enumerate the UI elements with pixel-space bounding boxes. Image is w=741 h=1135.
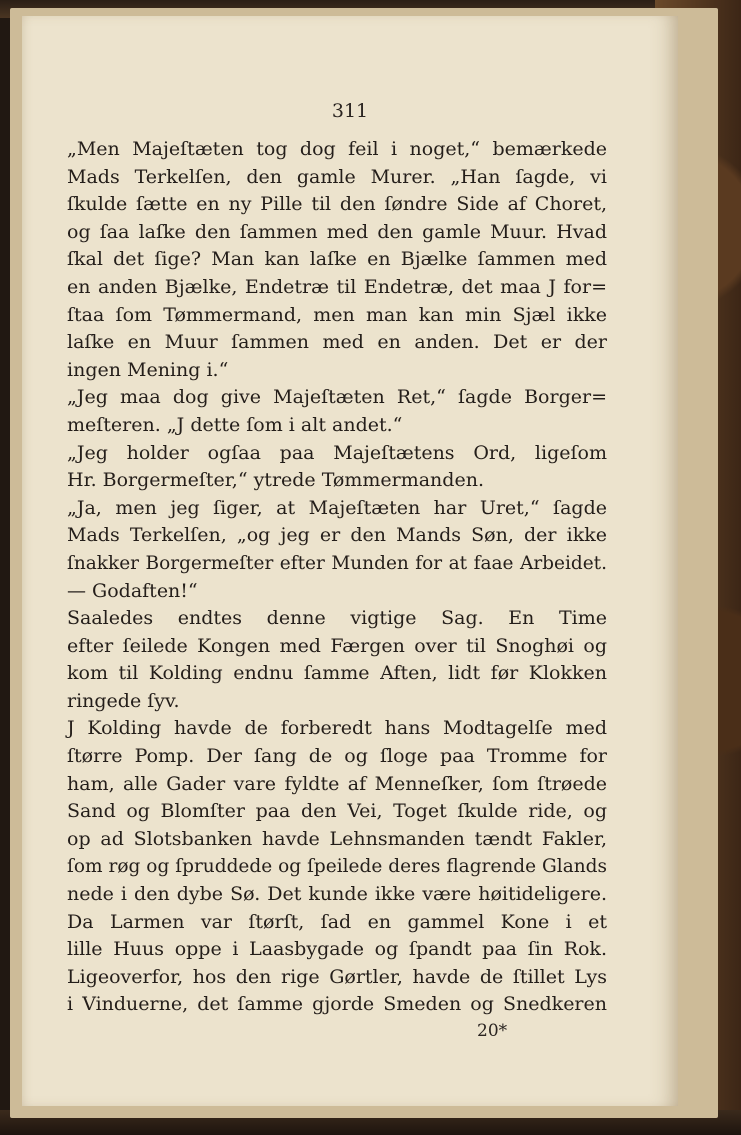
text-line: Sand og Blomſter paa den Vei, Toget ſkulde ride, og	[67, 800, 607, 823]
text-line: Ligeoverfor, hos den rige Gørtler, havde de ſtillet Lys	[67, 965, 607, 988]
book-page	[22, 16, 678, 1106]
text-line: ſtørre Pomp. Der ſang de og ſloge paa Tromme for	[67, 745, 607, 768]
text-line: op ad Slotsbanken havde Lehnsmanden tændt Fakler,	[67, 827, 607, 850]
text-line: „Jeg holder ogſaa paa Majeſtætens Ord, ligeſom	[67, 441, 607, 464]
text-line: Mads Terkelſen, „og jeg er den Mands Søn, der ikke	[67, 524, 607, 547]
text-line: „Men Majeſtæten tog dog feil i noget,“ bemærkede	[67, 138, 607, 160]
text-line: kom til Kolding endnu ſamme Aften, lidt før Klokken	[67, 662, 607, 685]
text-line: en anden Bjælke, Endetræ til Endetræ, det maa J for=	[67, 275, 607, 298]
printer-signature: 20*	[477, 1021, 508, 1041]
text-line: lille Huus oppe i Laasbygade og ſpandt paa ſin Rok.	[67, 938, 607, 961]
text-line: Saaledes endtes denne vigtige Sag. En Time	[67, 607, 607, 630]
text-line: ſnakker Borgermeſter efter Munden for at faae Arbeidet.	[67, 552, 607, 574]
text-line: ringede ſyv.	[67, 689, 180, 712]
text-line: Hr. Borgermeſter,“ ytrede Tømmermanden.	[67, 469, 484, 492]
page-number: 311	[331, 100, 369, 122]
text-line: nede i den dybe Sø. Det kunde ikke være høitideligere.	[67, 883, 607, 906]
text-line: ſtaa ſom Tømmermand, men man kan min Sjæl ikke	[67, 303, 607, 326]
text-line: „Jeg maa dog give Majeſtæten Ret,“ ſagde Borger=	[67, 386, 607, 409]
text-line: laſke en Muur ſammen med en anden. Det er der	[67, 331, 607, 354]
text-line: ſkal det ſige? Man kan laſke en Bjælke ſammen med	[67, 248, 607, 271]
text-line: — Godaften!“	[67, 579, 198, 602]
text-line: ſom røg og ſpruddede og ſpeilede deres flagrende Glands	[67, 856, 607, 878]
text-line: Mads Terkelſen, den gamle Murer. „Han ſagde, vi	[67, 165, 607, 188]
text-line: ingen Mening i.“	[67, 358, 229, 381]
text-line: ſkulde ſætte en ny Pille til den ſøndre Side af Choret,	[67, 193, 607, 216]
text-line: „Ja, men jeg ſiger, at Majeſtæten har Uret,“ ſagde	[67, 496, 607, 519]
text-line: og ſaa laſke den ſammen med den gamle Muur. Hvad	[67, 220, 607, 243]
text-line: ham, alle Gader vare fyldte af Menneſker, ſom ſtrøede	[67, 772, 607, 795]
body-text	[67, 136, 607, 1019]
text-line: efter ſeilede Kongen med Færgen over til Snoghøi og	[67, 634, 607, 657]
text-line: J Kolding havde de forberedt hans Modtagelſe med	[67, 717, 607, 740]
text-line: Da Larmen var ſtørſt, ſad en gammel Kone i et	[67, 910, 607, 933]
text-line: meſteren. „J dette ſom i alt andet.“	[67, 413, 403, 436]
text-line: i Vinduerne, det ſamme gjorde Smeden og Snedkeren	[67, 993, 607, 1016]
